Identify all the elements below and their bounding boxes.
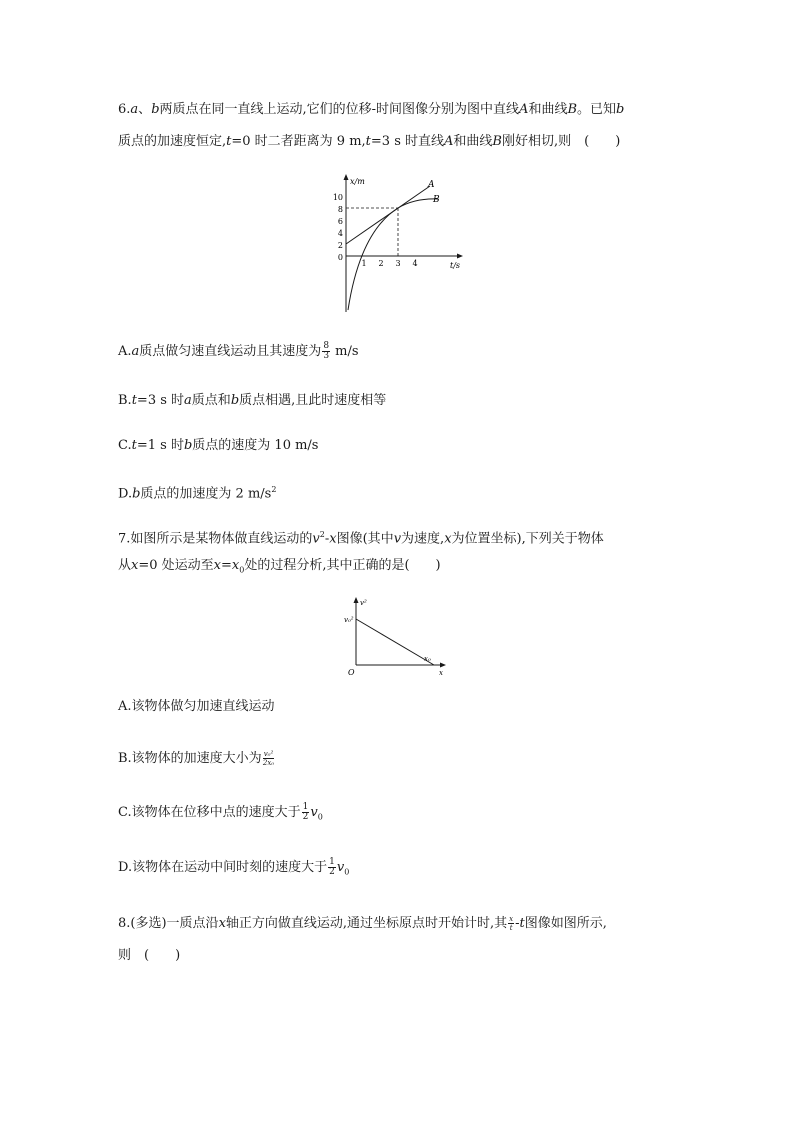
var-t: t [131, 438, 137, 453]
y-axis-label: x/m [350, 177, 365, 186]
text: 为速度, [401, 531, 445, 547]
var-x: x [213, 558, 221, 573]
x-axis-label: x [439, 669, 443, 677]
superscript: 2 [319, 530, 325, 539]
q7-v2x-graph [342, 595, 452, 680]
denominator: 2x₀ [262, 759, 275, 767]
x-axis-arrow [457, 254, 463, 259]
fraction-x-t [508, 915, 514, 932]
x-tick-2: 2 [378, 259, 384, 268]
subscript: 0 [317, 812, 323, 822]
text: 。已知 [577, 102, 617, 117]
var-B: B [492, 134, 502, 149]
fraction-1-2 [328, 858, 336, 877]
var-x: x [218, 916, 226, 931]
q7-stem-line2 [118, 556, 441, 581]
text: =3 s 时直线 [370, 134, 445, 149]
text: =0 时二者距离为 9 m, [231, 134, 366, 149]
subscript: 0 [239, 565, 245, 575]
text: 质点的加速度恒定, [118, 134, 227, 149]
subscript: 0 [344, 867, 350, 877]
var-t: t [131, 393, 137, 408]
var-t: t [365, 134, 371, 149]
x-tick-4: 4 [412, 259, 418, 268]
var-t: t [226, 134, 232, 149]
line-v2-x [356, 619, 434, 665]
var-v: v [336, 860, 345, 875]
denominator: t [509, 924, 513, 932]
fraction-8-3 [322, 342, 330, 361]
q7-option-c[interactable] [118, 803, 323, 828]
x-tick-3: 3 [395, 259, 401, 268]
text: 从 [118, 558, 132, 573]
text: - [515, 916, 520, 931]
q6-number: 6. [118, 102, 131, 117]
var-b: b [616, 102, 625, 117]
q6-stem-line1 [118, 100, 624, 120]
text: - [324, 531, 330, 547]
text: 处的过程分析,其中正确的是( ) [244, 558, 441, 573]
q8-stem-line1 [118, 914, 607, 934]
var-A: A [444, 134, 454, 149]
label-A: A [428, 180, 435, 190]
fraction-1-2 [302, 803, 310, 822]
y-axis-arrow [354, 597, 359, 603]
var-a: a [130, 102, 139, 117]
fraction-v0sq-2x0 [263, 750, 275, 767]
var-a: a [131, 344, 140, 359]
text: 刚好相切,则 ( ) [501, 134, 621, 149]
text: 和曲线 [453, 134, 493, 149]
option-letter: B. [118, 393, 132, 408]
text: B.该物体的加速度大小为 [118, 751, 262, 766]
var-v: v [310, 805, 318, 820]
q6-stem-line2 [118, 132, 620, 152]
text: 图像(其中 [336, 531, 394, 547]
q7-option-d[interactable] [118, 858, 349, 883]
var-t: t [519, 916, 525, 931]
text: C.该物体在位移中点的速度大于 [118, 805, 301, 820]
numerator: 8 [323, 341, 330, 351]
text: A.该物体做匀加速直线运动 [118, 699, 275, 714]
denominator: 2 [329, 867, 335, 877]
denominator: 3 [323, 351, 330, 361]
text: =1 s 时 [136, 438, 184, 453]
text: = [221, 558, 232, 573]
text: 7.如图所示是某物体做直线运动的 [118, 531, 313, 547]
text: 质点的加速度为 2 m/s [140, 486, 272, 502]
origin-label: O [348, 668, 355, 677]
q6-option-c[interactable] [118, 436, 318, 456]
y-axis-label: v² [360, 599, 367, 607]
text: 两质点在同一直线上运动,它们的位移-时间图像分别为图中直线 [159, 102, 520, 117]
q7-stem-line1 [118, 525, 604, 549]
y-tick-2: 2 [337, 241, 343, 250]
text: 轴正方向做直线运动,通过坐标原点时开始计时,其 [225, 916, 508, 931]
text: 质点做匀速直线运动且其速度为 [139, 344, 322, 359]
denominator: 2 [302, 812, 309, 822]
var-B: B [567, 102, 578, 117]
text: 、 [138, 102, 152, 117]
numerator: 1 [302, 802, 309, 812]
x-axis-arrow [440, 663, 446, 668]
var-v: v [312, 531, 320, 547]
y-tick-0: 0 [337, 253, 343, 262]
superscript: 2 [271, 485, 277, 494]
text: 则 ( ) [118, 948, 181, 963]
var-b: b [132, 486, 141, 502]
q8-stem-line2 [118, 946, 180, 966]
numerator: x [509, 915, 514, 923]
text: 为位置坐标),下列关于物体 [451, 531, 604, 547]
y-tick-4: 4 [337, 229, 343, 238]
option-letter: D. [118, 486, 133, 502]
x0-label: x₀ [424, 655, 431, 663]
text: =3 s 时 [136, 393, 185, 408]
x-axis-label: t/s [450, 261, 461, 270]
var-b: b [183, 438, 193, 453]
text: 质点的速度为 10 m/s [192, 438, 319, 453]
numerator: v₀² [263, 750, 274, 758]
q6-option-a[interactable] [118, 342, 359, 362]
q6-xt-graph [330, 172, 470, 314]
var-b: b [230, 393, 240, 408]
x-tick-1: 1 [361, 259, 367, 268]
var-x: x [131, 558, 139, 573]
text: 8.(多选)一质点沿 [118, 916, 219, 931]
label-B: B [433, 195, 440, 205]
numerator: 1 [329, 857, 335, 867]
q6-option-b[interactable] [118, 391, 386, 411]
text: m/s [331, 344, 359, 359]
q6-option-d[interactable] [118, 480, 276, 504]
text: 图像如图所示, [524, 916, 607, 931]
text: 和曲线 [528, 102, 568, 117]
text: 质点和 [191, 393, 231, 408]
text: D.该物体在运动中间时刻的速度大于 [118, 860, 328, 875]
var-b: b [151, 102, 160, 117]
text: 质点相遇,且此时速度相等 [239, 393, 387, 408]
v0-squared-label: v₀² [344, 616, 354, 624]
option-letter: C. [118, 438, 132, 453]
q7-option-a[interactable] [118, 697, 275, 717]
q7-option-b[interactable] [118, 749, 275, 769]
curve-B [348, 199, 438, 310]
y-tick-8: 8 [337, 205, 343, 214]
var-x: x [444, 531, 452, 547]
var-v: v [393, 531, 402, 547]
var-a: a [184, 393, 192, 408]
var-x: x [231, 558, 240, 573]
y-axis-arrow [344, 174, 349, 180]
var-x: x [329, 531, 337, 547]
var-A: A [519, 102, 529, 117]
y-tick-6: 6 [337, 217, 343, 226]
text: =0 处运动至 [138, 558, 214, 573]
option-letter: A. [118, 344, 132, 359]
y-tick-10: 10 [332, 193, 343, 202]
